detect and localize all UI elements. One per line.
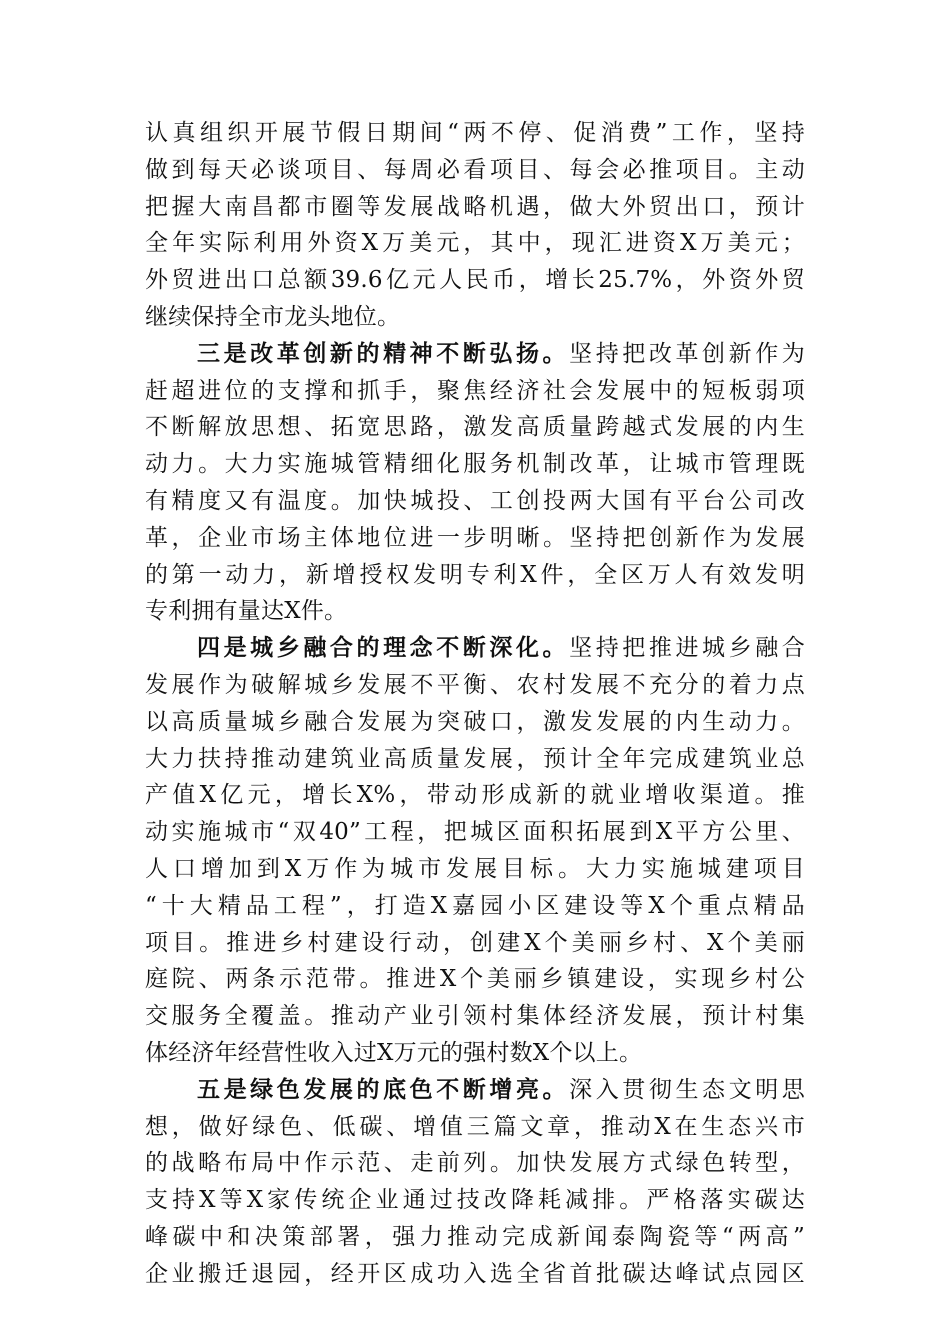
body-text	[145, 115, 805, 1293]
text-line: 支持X等X家传统企业通过技改降耗减排。严格落实碳达	[145, 1187, 805, 1214]
text-line: 认真组织开展节假日期间“两不停、促消费”工作，坚持	[145, 120, 805, 146]
text-line: 人口增加到X万作为城市发展目标。大力实施城建项目	[145, 855, 805, 882]
text-line-content: 深入贯彻生态文明思	[569, 1076, 805, 1103]
paragraph-urban-rural	[145, 630, 805, 1072]
text-line: 发展作为破解城乡发展不平衡、农村发展不充分的着力点	[145, 671, 805, 698]
paragraph-heading: 四是城乡融合的理念不断深化。	[197, 634, 570, 662]
text-line: 专利拥有量达X件。	[145, 598, 348, 625]
text-line: 动力。大力实施城管精细化服务机制改革，让城市管理既	[145, 451, 805, 478]
text-line	[145, 630, 805, 667]
text-line: 的战略布局中作示范、走前列。加快发展方式绿色转型，	[145, 1150, 805, 1177]
text-line: 大力扶持推动建筑业高质量发展，预计全年完成建筑业总	[145, 745, 805, 772]
paragraph-heading: 五是绿色发展的底色不断增亮。	[197, 1075, 570, 1103]
text-line: 以高质量城乡融合发展为突破口，激发发展的内生动力。	[145, 708, 805, 735]
text-line: 想，做好绿色、低碳、增值三篇文章，推动X在生态兴市	[145, 1113, 805, 1140]
paragraph-green-development	[145, 1072, 805, 1293]
text-line: 的第一动力，新增授权发明专利X件，全区万人有效发明	[145, 561, 805, 588]
text-line-content: 坚持把推进城乡融合	[569, 635, 805, 662]
text-line: 峰碳中和决策部署，强力推动完成新闻泰陶瓷等“两高”	[145, 1223, 805, 1250]
text-line: 庭院、两条示范带。推进X个美丽乡镇建设，实现乡村公	[145, 966, 805, 993]
text-line: 继续保持全市龙头地位。	[145, 303, 401, 330]
text-line: 动实施城市“双40”工程，把城区面积拓展到X平方公里、	[145, 819, 805, 846]
text-line	[145, 336, 805, 373]
text-line: 项目。推进乡村建设行动，创建X个美丽乡村、X个美丽	[145, 929, 805, 956]
text-line: 不断解放思想、拓宽思路，激发高质量跨越式发展的内生	[145, 414, 805, 441]
text-line-content: 坚持把改革创新作为	[569, 340, 805, 367]
text-line: 做到每天必谈项目、每周必看项目、每会必推项目。主动	[145, 156, 805, 183]
text-line: 把握大南昌都市圈等发展战略机遇，做大外贸出口，预计	[145, 193, 805, 220]
text-line: 有精度又有温度。加快城投、工创投两大国有平台公司改	[145, 487, 805, 514]
text-line: “十大精品工程”，打造X嘉园小区建设等X个重点精品	[145, 892, 805, 919]
text-line: 体经济年经营性收入过X万元的强村数X个以上。	[145, 1039, 643, 1066]
paragraph-foreign-trade	[145, 115, 805, 336]
text-line: 赶超进位的支撑和抓手，聚焦经济社会发展中的短板弱项	[145, 377, 805, 404]
text-line: 产值X亿元，增长X%，带动形成新的就业增收渠道。推	[145, 782, 805, 809]
paragraph-reform-innovation	[145, 336, 805, 630]
paragraph-heading: 三是改革创新的精神不断弘扬。	[197, 339, 570, 367]
text-line: 外贸进出口总额39.6亿元人民币，增长25.7%，外资外贸	[145, 267, 805, 294]
text-line: 交服务全覆盖。推动产业引领村集体经济发展，预计村集	[145, 1003, 805, 1030]
text-line: 全年实际利用外资X万美元，其中，现汇进资X万美元；	[145, 230, 805, 257]
text-line: 革，企业市场主体地位进一步明晰。坚持把创新作为发展	[145, 524, 805, 551]
text-line: 企业搬迁退园，经开区成功入选全省首批碳达峰试点园区	[145, 1260, 805, 1287]
text-line	[145, 1072, 805, 1109]
